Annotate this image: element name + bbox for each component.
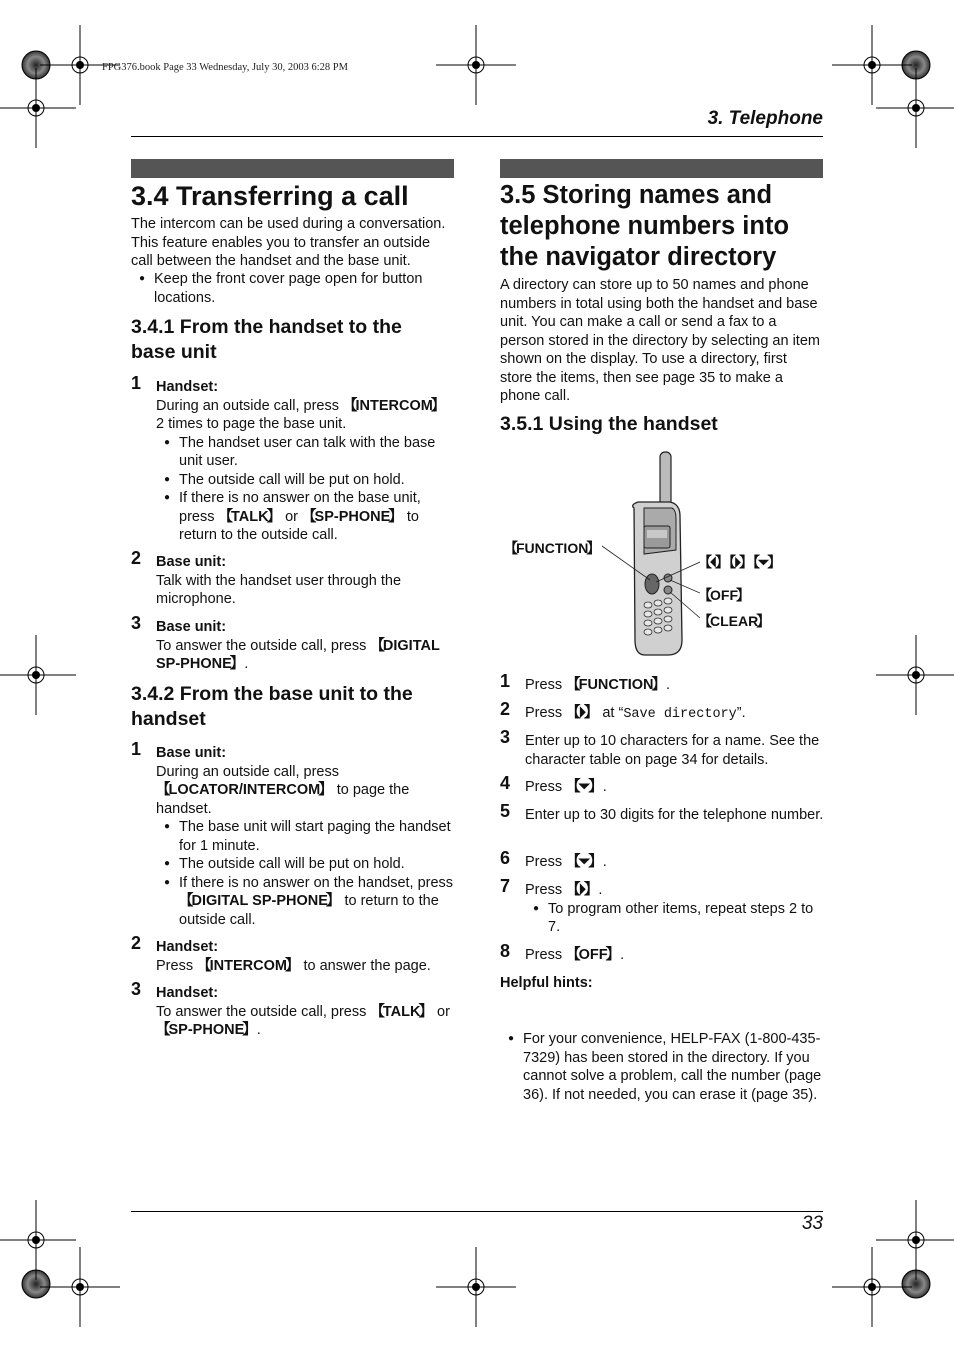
down-arrow-icon: 【 ⏷ 】 — [566, 854, 603, 870]
step-number: 2 — [500, 699, 511, 719]
step — [131, 933, 457, 975]
step-number: 1 — [500, 671, 511, 691]
step-number: 7 — [500, 876, 511, 896]
section-title: 3.4 Transferring a call — [131, 181, 409, 211]
step: 6 Press 【 ⏷ 】 . — [500, 853, 826, 872]
section-intro: The intercom can be used during a conversation. This feature enables you to transfer an outside call between the handset and the base unit. — [131, 216, 446, 269]
sp-phone-key: 【 SP-PHONE 】 — [156, 1022, 257, 1038]
step-label: Base unit: — [156, 554, 227, 570]
helpful-hints-text: ● For your convenience, HELP-FAX (1-800-435-7329) has been stored in the directory. If you cannot solve a problem, call the number (page 36). If not needed, you can erase it (page 35). — [500, 1030, 823, 1104]
step: 1 Press 【 FUNCTION 】 . — [500, 676, 826, 695]
navigator-keys-label — [698, 552, 781, 572]
sp-phone-key: 【 SP-PHONE 】 — [302, 509, 403, 525]
crop-mark — [832, 25, 912, 105]
off-key: 【 OFF 】 — [566, 947, 620, 963]
crop-mark — [876, 68, 954, 148]
step-label: Handset: — [156, 379, 219, 395]
step-bullet: ● The base unit will start paging the handset for 1 minute. — [156, 818, 457, 855]
step-bullet: ● The handset user can talk with the base unit user. — [156, 434, 457, 471]
talk-key: 【 TALK 】 — [370, 1004, 433, 1020]
step-number: 5 — [500, 801, 511, 821]
step-label: Handset: — [156, 939, 219, 955]
step: 5 Enter up to 30 digits for the telephone number. — [500, 801, 824, 823]
section-header: 3. Telephone — [707, 108, 823, 129]
crop-mark — [876, 1200, 954, 1280]
off-key-label: 【 OFF 】 — [698, 585, 750, 605]
page-number: 33 — [801, 1213, 823, 1234]
step: 3 Enter up to 10 characters for a name. See the character table on page 34 for details. — [500, 727, 820, 768]
display-text: Save directory — [623, 707, 737, 722]
right-arrow-icon: 【 ⏵ 】 — [566, 705, 598, 721]
step-text: During an outside call, press 【 LOCATOR/INTERCOM 】 to page the handset. — [156, 763, 457, 819]
crop-mark — [0, 1200, 76, 1280]
print-info-line: FPG376.book Page 33 Wednesday, July 30, 2003 6:28 PM — [102, 62, 348, 73]
step-label: Base unit: — [156, 619, 227, 635]
handset-illustration — [600, 450, 700, 660]
step-number: 3 — [500, 727, 511, 747]
section-intro: A directory can store up to 50 names and phone numbers in total using both the handset and base unit. You can make a call or send a fax to a person stored in the directory by selecting an item shown on the display. To use a directory, first store the items, then see page 35 to make a phone call. — [500, 277, 820, 404]
step-number: 1 — [131, 739, 142, 759]
intercom-key: 【 INTERCOM 】 — [197, 958, 299, 974]
crop-mark — [0, 635, 76, 715]
step-bullet: ● To program other items, repeat steps 2 to 7. — [525, 900, 826, 937]
step-text: To answer the outside call, press 【 TALK 】 or 【 SP-PHONE 】 . — [156, 1003, 457, 1040]
crop-mark — [436, 1247, 516, 1327]
crop-mark — [876, 635, 954, 715]
step-text: Talk with the handset user through the microphone. — [156, 572, 402, 607]
talk-key: 【 TALK 】 — [219, 509, 282, 525]
digital-sp-phone-key: 【 DIGITAL SP-PHONE 】 — [156, 638, 440, 673]
step-label: Base unit: — [156, 745, 227, 761]
step-bullet: ● The outside call will be put on hold. — [156, 855, 457, 874]
step-bullet: ● The outside call will be put on hold. — [156, 471, 457, 490]
clear-key-label: 【 CLEAR 】 — [698, 611, 770, 631]
step-text: To answer the outside call, press 【 DIGITAL SP-PHONE 】 . — [156, 637, 457, 674]
step-number: 2 — [131, 933, 142, 953]
step: 4 Press 【 ⏷ 】 . — [500, 778, 826, 797]
step-number: 1 — [131, 373, 142, 393]
step — [131, 548, 457, 609]
step-bullet: ● If there is no answer on the handset, press 【 DIGITAL SP-PHONE 】 to return to the outside call. — [156, 874, 457, 930]
section-bar — [131, 159, 454, 178]
step: 8 Press 【 OFF 】 . — [500, 946, 826, 965]
locator-intercom-key: 【 LOCATOR/INTERCOM 】 — [156, 782, 333, 798]
subsection-title: 3.5.1 Using the handset — [500, 413, 718, 435]
step — [131, 979, 457, 1040]
down-arrow-icon: 【 ⏷ 】 — [566, 779, 603, 795]
crop-mark — [436, 25, 516, 105]
crop-mark — [0, 68, 76, 148]
step — [131, 613, 457, 674]
step-number: 3 — [131, 613, 142, 633]
step-label: Handset: — [156, 985, 219, 1001]
step-bullet: ● If there is no answer on the base unit, press 【 TALK 】 or 【 SP-PHONE 】 to return to the outside call. — [156, 489, 457, 545]
step-number: 8 — [500, 941, 511, 961]
step-number: 4 — [500, 773, 511, 793]
intercom-key: 【 INTERCOM 】 — [343, 398, 445, 414]
right-arrow-icon: 【 ⏵ 】 — [566, 882, 598, 898]
right-arrow-icon: 【 ⏵ 】 — [729, 554, 753, 570]
section-bar — [500, 159, 823, 178]
function-key-label: 【 FUNCTION 】 — [504, 538, 600, 558]
step — [131, 739, 457, 929]
section-title: 3.5 Storing names and telephone numbers into the navigator directory — [500, 181, 790, 271]
helpful-hints-title: Helpful hints: — [500, 975, 593, 991]
step-number: 3 — [131, 979, 142, 999]
subsection-title: 3.4.1 From the handset to the base unit — [131, 316, 402, 363]
step-text: Press 【 INTERCOM 】 to answer the page. — [156, 957, 457, 976]
header-rule — [131, 136, 823, 137]
step-text: During an outside call, press 【 INTERCOM 】 2 times to page the base unit. — [156, 397, 457, 434]
down-arrow-icon: 【 ⏷ 】 — [753, 554, 781, 570]
digital-sp-phone-key: 【 DIGITAL SP-PHONE 】 — [179, 893, 340, 909]
crop-mark — [40, 1247, 120, 1327]
step: 2 Press 【 ⏵ 】 at “Save directory”. — [500, 704, 826, 725]
function-key: 【 FUNCTION 】 — [566, 677, 666, 693]
step-number: 2 — [131, 548, 142, 568]
footer-rule — [131, 1211, 823, 1212]
left-arrow-icon: 【 ⏴ 】 — [698, 554, 729, 570]
step-number: 6 — [500, 848, 511, 868]
intro-bullet: ● Keep the front cover page open for button locations. — [131, 270, 459, 307]
subsection-title: 3.4.2 From the base unit to the handset — [131, 683, 413, 730]
step: 7 Press 【 ⏵ 】 . ● To program other items, repeat steps 2 to 7. — [500, 881, 826, 937]
crop-mark — [832, 1247, 912, 1327]
step — [131, 373, 457, 545]
